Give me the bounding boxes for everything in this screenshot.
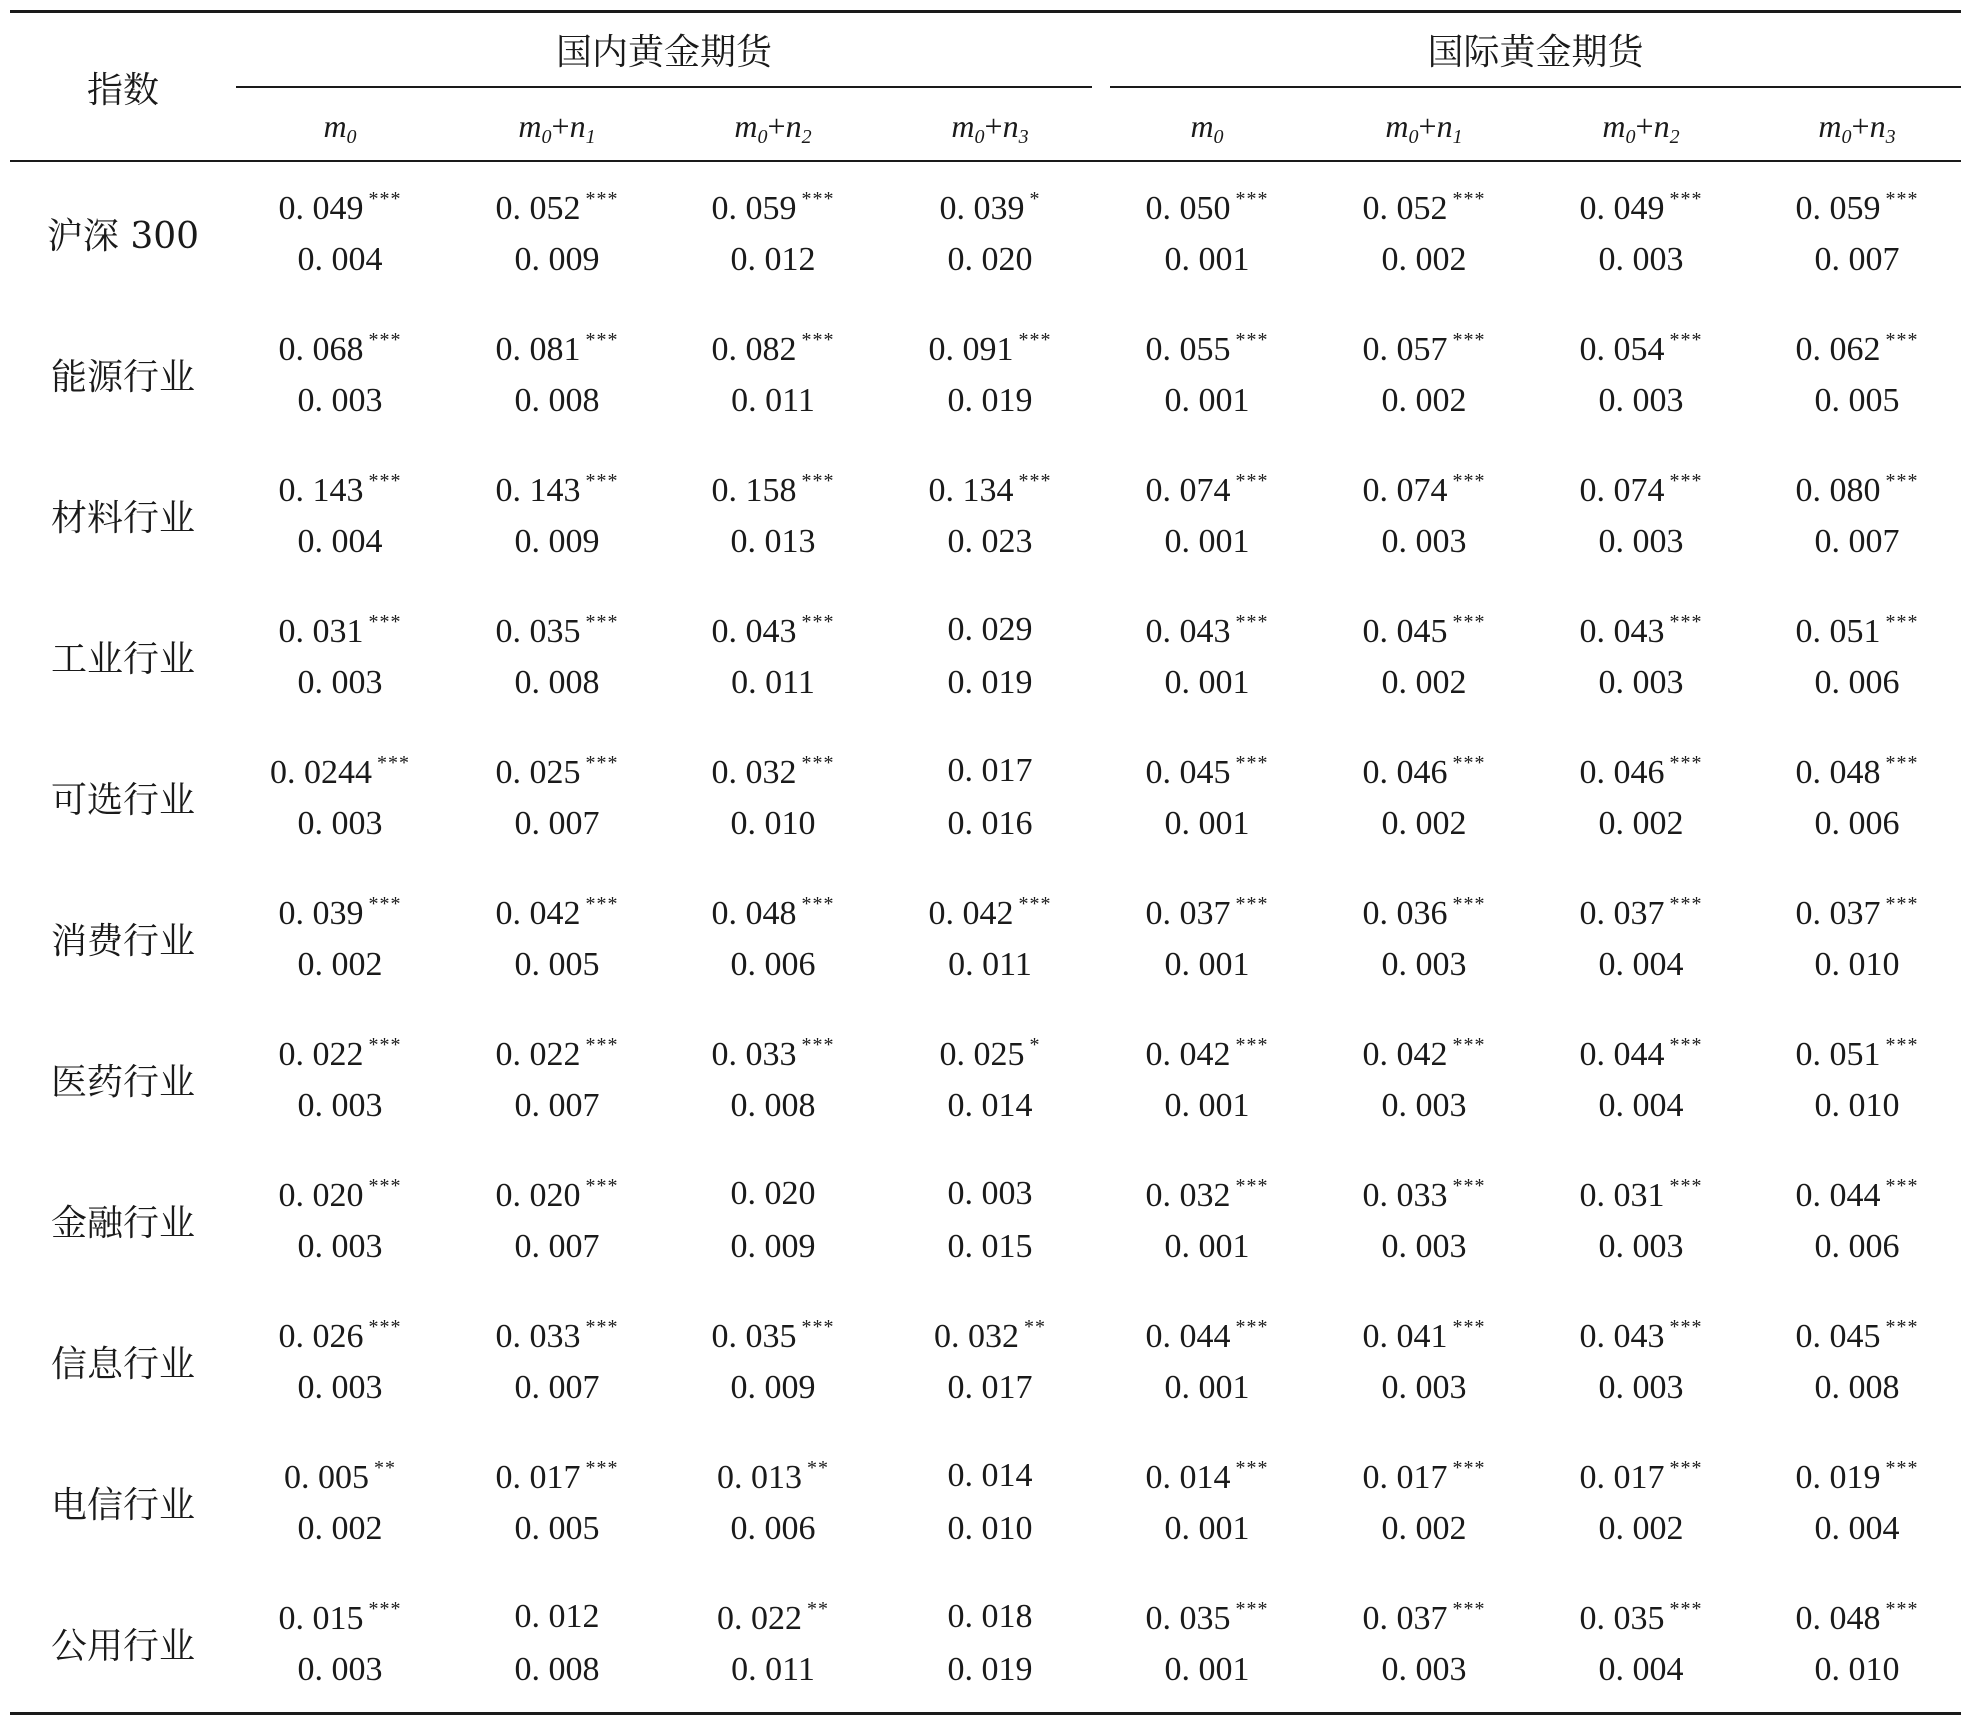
significance-stars: ***	[801, 1316, 835, 1338]
significance-stars: ***	[1452, 752, 1486, 774]
significance-stars: ***	[1669, 893, 1703, 915]
coef-value: 0. 012	[514, 1598, 600, 1635]
significance-stars: ***	[1235, 611, 1269, 633]
std-error: 0. 009	[730, 1228, 816, 1265]
coef-value: 0. 017 ***	[495, 1457, 619, 1496]
coef-value: 0. 074 ***	[1579, 470, 1703, 509]
coef-value: 0. 037 ***	[1145, 893, 1269, 932]
std-error: 0. 013	[730, 523, 816, 560]
significance-stars: ***	[1452, 1457, 1486, 1479]
std-error: 0. 010	[1814, 1087, 1900, 1124]
std-error: 0. 003	[1598, 382, 1684, 419]
coef-value: 0. 035 ***	[1145, 1598, 1269, 1637]
coef-value: 0. 143 ***	[495, 470, 619, 509]
std-error: 0. 010	[947, 1510, 1033, 1547]
subcol-header: $m_0$	[1190, 108, 1224, 148]
coef-value: 0. 042 ***	[1362, 1034, 1486, 1073]
std-error: 0. 003	[1381, 1087, 1467, 1124]
coef-value: 0. 017 ***	[1362, 1457, 1486, 1496]
coef-value: 0. 032 ***	[711, 752, 835, 791]
top-rule	[10, 10, 1961, 13]
std-error: 0. 005	[514, 946, 600, 983]
significance-stars: **	[807, 1598, 829, 1620]
significance-stars: ***	[1235, 1175, 1269, 1197]
significance-stars: ***	[801, 752, 835, 774]
significance-stars: ***	[368, 188, 402, 210]
significance-stars: ***	[1452, 1034, 1486, 1056]
coef-value: 0. 037 ***	[1579, 893, 1703, 932]
std-error: 0. 009	[514, 523, 600, 560]
significance-stars: ***	[368, 893, 402, 915]
std-error: 0. 004	[1598, 1087, 1684, 1124]
significance-stars: **	[807, 1457, 829, 1479]
coef-value: 0. 037 ***	[1795, 893, 1919, 932]
subcol-header: $m_0+n_3$	[951, 108, 1029, 148]
std-error: 0. 001	[1164, 946, 1250, 983]
coef-value: 0. 044 ***	[1795, 1175, 1919, 1214]
coef-value: 0. 043 ***	[1579, 611, 1703, 650]
std-error: 0. 009	[730, 1369, 816, 1406]
significance-stars: **	[374, 1457, 396, 1479]
row-label: 医药行业	[50, 1062, 195, 1103]
std-error: 0. 003	[297, 1228, 383, 1265]
std-error: 0. 008	[730, 1087, 816, 1124]
coef-value: 0. 0244 ***	[270, 752, 410, 791]
coef-value: 0. 033 ***	[711, 1034, 835, 1073]
std-error: 0. 017	[947, 1369, 1033, 1406]
coef-value: 0. 049 ***	[1579, 188, 1703, 227]
std-error: 0. 003	[1598, 241, 1684, 278]
row-label: 材料行业	[50, 498, 195, 539]
std-error: 0. 001	[1164, 664, 1250, 701]
std-error: 0. 001	[1164, 523, 1250, 560]
coef-value: 0. 025 *	[939, 1034, 1041, 1073]
significance-stars: ***	[1235, 470, 1269, 492]
coef-value: 0. 018	[947, 1598, 1033, 1635]
significance-stars: ***	[1235, 329, 1269, 351]
group-header-international: 国际黄金期货	[1427, 32, 1644, 73]
std-error: 0. 003	[297, 664, 383, 701]
coef-value: 0. 020	[730, 1175, 816, 1212]
significance-stars: ***	[368, 329, 402, 351]
std-error: 0. 016	[947, 805, 1033, 842]
std-error: 0. 020	[947, 241, 1033, 278]
subcol-header: $m_0+n_1$	[1385, 108, 1463, 148]
std-error: 0. 005	[1814, 382, 1900, 419]
coef-value: 0. 158 ***	[711, 470, 835, 509]
bottom-rule	[10, 1712, 1961, 1715]
coef-value: 0. 052 ***	[495, 188, 619, 227]
std-error: 0. 007	[514, 1369, 600, 1406]
std-error: 0. 011	[731, 382, 815, 419]
coef-value: 0. 057 ***	[1362, 329, 1486, 368]
significance-stars: **	[1024, 1316, 1046, 1338]
std-error: 0. 001	[1164, 382, 1250, 419]
significance-stars: ***	[1235, 188, 1269, 210]
std-error: 0. 011	[731, 664, 815, 701]
significance-stars: ***	[1669, 1316, 1703, 1338]
subcol-header: $m_0+n_2$	[1602, 108, 1680, 148]
std-error: 0. 003	[297, 1087, 383, 1124]
coef-value: 0. 019 ***	[1795, 1457, 1919, 1496]
coef-value: 0. 074 ***	[1362, 470, 1486, 509]
coef-value: 0. 035 ***	[495, 611, 619, 650]
coef-value: 0. 045 ***	[1795, 1316, 1919, 1355]
coef-value: 0. 029	[947, 611, 1033, 648]
significance-stars: ***	[1885, 188, 1919, 210]
std-error: 0. 011	[948, 946, 1032, 983]
coef-value: 0. 054 ***	[1579, 329, 1703, 368]
coef-value: 0. 022 ***	[495, 1034, 619, 1073]
significance-stars: ***	[1669, 1457, 1703, 1479]
row-label: 信息行业	[50, 1344, 195, 1385]
significance-stars: ***	[585, 893, 619, 915]
std-error: 0. 002	[1598, 1510, 1684, 1547]
std-error: 0. 004	[297, 241, 383, 278]
significance-stars: ***	[368, 1316, 402, 1338]
coef-value: 0. 039 *	[939, 188, 1041, 227]
std-error: 0. 003	[1598, 523, 1684, 560]
coef-value: 0. 032 ***	[1145, 1175, 1269, 1214]
std-error: 0. 001	[1164, 241, 1250, 278]
std-error: 0. 007	[514, 1228, 600, 1265]
coef-value: 0. 032 **	[934, 1316, 1046, 1355]
std-error: 0. 008	[1814, 1369, 1900, 1406]
std-error: 0. 003	[1598, 1228, 1684, 1265]
coef-value: 0. 044 ***	[1145, 1316, 1269, 1355]
significance-stars: ***	[1885, 329, 1919, 351]
row-label: 公用行业	[50, 1626, 195, 1667]
significance-stars: ***	[1452, 1598, 1486, 1620]
significance-stars: ***	[1452, 1316, 1486, 1338]
std-error: 0. 002	[1381, 382, 1467, 419]
significance-stars: ***	[1452, 188, 1486, 210]
coef-value: 0. 039 ***	[278, 893, 402, 932]
group-header-domestic: 国内黄金期货	[555, 32, 772, 73]
coef-value: 0. 020 ***	[495, 1175, 619, 1214]
coef-value: 0. 020 ***	[278, 1175, 402, 1214]
significance-stars: ***	[1452, 611, 1486, 633]
significance-stars: ***	[1235, 752, 1269, 774]
std-error: 0. 003	[1381, 946, 1467, 983]
std-error: 0. 007	[1814, 241, 1900, 278]
significance-stars: ***	[1669, 1175, 1703, 1197]
coef-value: 0. 134 ***	[928, 470, 1052, 509]
significance-stars: ***	[1885, 752, 1919, 774]
std-error: 0. 015	[947, 1228, 1033, 1265]
significance-stars: ***	[585, 1316, 619, 1338]
coef-value: 0. 045 ***	[1362, 611, 1486, 650]
coef-value: 0. 042 ***	[495, 893, 619, 932]
subcol-header: $m_0+n_3$	[1818, 108, 1896, 148]
significance-stars: ***	[1885, 1316, 1919, 1338]
std-error: 0. 002	[1381, 241, 1467, 278]
coef-value: 0. 031 ***	[278, 611, 402, 650]
row-label: 能源行业	[50, 357, 195, 398]
significance-stars: ***	[585, 1457, 619, 1479]
significance-stars: ***	[801, 611, 835, 633]
std-error: 0. 006	[1814, 664, 1900, 701]
significance-stars: ***	[368, 1598, 402, 1620]
std-error: 0. 003	[1598, 664, 1684, 701]
coef-value: 0. 043 ***	[711, 611, 835, 650]
row-label: 金融行业	[50, 1203, 195, 1244]
std-error: 0. 001	[1164, 1651, 1250, 1688]
significance-stars: ***	[1669, 470, 1703, 492]
coef-value: 0. 050 ***	[1145, 188, 1269, 227]
std-error: 0. 005	[514, 1510, 600, 1547]
coef-value: 0. 043 ***	[1579, 1316, 1703, 1355]
std-error: 0. 001	[1164, 1510, 1250, 1547]
significance-stars: ***	[368, 1034, 402, 1056]
significance-stars: ***	[1885, 893, 1919, 915]
international-group-rule	[1110, 86, 1961, 88]
subcol-header: $m_0$	[323, 108, 357, 148]
coef-value: 0. 059 ***	[1795, 188, 1919, 227]
row-label: 消费行业	[50, 921, 195, 962]
coef-value: 0. 036 ***	[1362, 893, 1486, 932]
coef-value: 0. 068 ***	[278, 329, 402, 368]
std-error: 0. 008	[514, 382, 600, 419]
coef-value: 0. 022 ***	[278, 1034, 402, 1073]
significance-stars: ***	[1669, 329, 1703, 351]
std-error: 0. 003	[1381, 1369, 1467, 1406]
coef-value: 0. 051 ***	[1795, 1034, 1919, 1073]
significance-stars: ***	[368, 1175, 402, 1197]
std-error: 0. 002	[1381, 1510, 1467, 1547]
row-label: 电信行业	[50, 1485, 195, 1526]
coef-value: 0. 041 ***	[1362, 1316, 1486, 1355]
std-error: 0. 003	[297, 1369, 383, 1406]
coef-value: 0. 031 ***	[1579, 1175, 1703, 1214]
significance-stars: ***	[1669, 611, 1703, 633]
std-error: 0. 012	[730, 241, 816, 278]
significance-stars: ***	[1885, 611, 1919, 633]
std-error: 0. 007	[514, 805, 600, 842]
std-error: 0. 003	[297, 1651, 383, 1688]
std-error: 0. 003	[297, 382, 383, 419]
std-error: 0. 003	[297, 805, 383, 842]
coef-value: 0. 143 ***	[278, 470, 402, 509]
significance-stars: ***	[585, 1034, 619, 1056]
coef-value: 0. 026 ***	[278, 1316, 402, 1355]
coef-value: 0. 051 ***	[1795, 611, 1919, 650]
std-error: 0. 010	[730, 805, 816, 842]
significance-stars: ***	[801, 893, 835, 915]
coef-value: 0. 042 ***	[1145, 1034, 1269, 1073]
significance-stars: ***	[585, 752, 619, 774]
coef-value: 0. 046 ***	[1362, 752, 1486, 791]
std-error: 0. 004	[1598, 1651, 1684, 1688]
coef-value: 0. 091 ***	[928, 329, 1052, 368]
coef-value: 0. 025 ***	[495, 752, 619, 791]
std-error: 0. 003	[1381, 1651, 1467, 1688]
std-error: 0. 001	[1164, 1087, 1250, 1124]
coef-value: 0. 017 ***	[1579, 1457, 1703, 1496]
coef-value: 0. 043 ***	[1145, 611, 1269, 650]
std-error: 0. 008	[514, 664, 600, 701]
significance-stars: *	[1029, 1034, 1041, 1056]
std-error: 0. 002	[297, 1510, 383, 1547]
subcol-header: $m_0+n_2$	[734, 108, 812, 148]
coef-value: 0. 035 ***	[711, 1316, 835, 1355]
coef-value: 0. 049 ***	[278, 188, 402, 227]
domestic-group-rule	[236, 86, 1092, 88]
coef-value: 0. 033 ***	[495, 1316, 619, 1355]
std-error: 0. 002	[1381, 664, 1467, 701]
std-error: 0. 003	[1381, 1228, 1467, 1265]
coef-value: 0. 014 ***	[1145, 1457, 1269, 1496]
significance-stars: ***	[1018, 893, 1052, 915]
std-error: 0. 007	[514, 1087, 600, 1124]
header-bottom-rule	[10, 160, 1961, 162]
coef-value: 0. 013 **	[717, 1457, 829, 1496]
significance-stars: ***	[368, 470, 402, 492]
coef-value: 0. 048 ***	[1795, 752, 1919, 791]
significance-stars: ***	[368, 611, 402, 633]
std-error: 0. 004	[1598, 946, 1684, 983]
std-error: 0. 003	[1381, 523, 1467, 560]
significance-stars: ***	[585, 470, 619, 492]
coef-value: 0. 045 ***	[1145, 752, 1269, 791]
std-error: 0. 002	[1381, 805, 1467, 842]
coef-value: 0. 005 **	[284, 1457, 396, 1496]
significance-stars: ***	[801, 188, 835, 210]
coef-value: 0. 044 ***	[1579, 1034, 1703, 1073]
significance-stars: ***	[1235, 1316, 1269, 1338]
significance-stars: ***	[1885, 1034, 1919, 1056]
std-error: 0. 001	[1164, 1369, 1250, 1406]
significance-stars: ***	[1885, 1598, 1919, 1620]
significance-stars: ***	[585, 329, 619, 351]
std-error: 0. 010	[1814, 1651, 1900, 1688]
subcol-header: $m_0+n_1$	[518, 108, 596, 148]
std-error: 0. 006	[1814, 805, 1900, 842]
std-error: 0. 011	[731, 1651, 815, 1688]
std-error: 0. 007	[1814, 523, 1900, 560]
coef-value: 0. 037 ***	[1362, 1598, 1486, 1637]
std-error: 0. 002	[1598, 805, 1684, 842]
std-error: 0. 003	[1598, 1369, 1684, 1406]
coef-value: 0. 082 ***	[711, 329, 835, 368]
significance-stars: ***	[1235, 1598, 1269, 1620]
std-error: 0. 001	[1164, 805, 1250, 842]
significance-stars: ***	[801, 329, 835, 351]
coef-value: 0. 003	[947, 1175, 1033, 1212]
row-label: 沪深 300	[46, 216, 200, 257]
significance-stars: ***	[1235, 1457, 1269, 1479]
significance-stars: ***	[585, 188, 619, 210]
significance-stars: ***	[1235, 1034, 1269, 1056]
significance-stars: ***	[1452, 470, 1486, 492]
coef-value: 0. 048 ***	[711, 893, 835, 932]
significance-stars: ***	[1018, 470, 1052, 492]
significance-stars: *	[1029, 188, 1041, 210]
significance-stars: ***	[1885, 1457, 1919, 1479]
coef-value: 0. 081 ***	[495, 329, 619, 368]
significance-stars: ***	[1452, 1175, 1486, 1197]
std-error: 0. 002	[297, 946, 383, 983]
coef-value: 0. 035 ***	[1579, 1598, 1703, 1637]
std-error: 0. 006	[730, 1510, 816, 1547]
row-label: 可选行业	[50, 780, 195, 821]
significance-stars: ***	[1018, 329, 1052, 351]
std-error: 0. 023	[947, 523, 1033, 560]
std-error: 0. 006	[730, 946, 816, 983]
coef-value: 0. 042 ***	[928, 893, 1052, 932]
coef-value: 0. 015 ***	[278, 1598, 402, 1637]
coef-value: 0. 022 **	[717, 1598, 829, 1637]
significance-stars: ***	[1669, 188, 1703, 210]
significance-stars: ***	[1452, 329, 1486, 351]
row-header-label: 指数	[86, 70, 159, 111]
std-error: 0. 004	[1814, 1510, 1900, 1547]
significance-stars: ***	[1885, 470, 1919, 492]
std-error: 0. 019	[947, 1651, 1033, 1688]
coef-value: 0. 046 ***	[1579, 752, 1703, 791]
coef-value: 0. 062 ***	[1795, 329, 1919, 368]
std-error: 0. 009	[514, 241, 600, 278]
std-error: 0. 004	[297, 523, 383, 560]
coef-value: 0. 017	[947, 752, 1033, 789]
coef-value: 0. 052 ***	[1362, 188, 1486, 227]
significance-stars: ***	[1452, 893, 1486, 915]
coef-value: 0. 080 ***	[1795, 470, 1919, 509]
coef-value: 0. 074 ***	[1145, 470, 1269, 509]
std-error: 0. 014	[947, 1087, 1033, 1124]
coef-value: 0. 055 ***	[1145, 329, 1269, 368]
significance-stars: ***	[1885, 1175, 1919, 1197]
std-error: 0. 019	[947, 382, 1033, 419]
coef-value: 0. 048 ***	[1795, 1598, 1919, 1637]
significance-stars: ***	[1669, 752, 1703, 774]
coef-value: 0. 014	[947, 1457, 1033, 1494]
std-error: 0. 010	[1814, 946, 1900, 983]
coef-value: 0. 033 ***	[1362, 1175, 1486, 1214]
significance-stars: ***	[801, 470, 835, 492]
significance-stars: ***	[801, 1034, 835, 1056]
significance-stars: ***	[377, 752, 410, 774]
significance-stars: ***	[1669, 1034, 1703, 1056]
std-error: 0. 001	[1164, 1228, 1250, 1265]
row-label: 工业行业	[50, 639, 195, 680]
std-error: 0. 008	[514, 1651, 600, 1688]
significance-stars: ***	[585, 1175, 619, 1197]
significance-stars: ***	[1669, 1598, 1703, 1620]
significance-stars: ***	[585, 611, 619, 633]
significance-stars: ***	[1235, 893, 1269, 915]
coef-value: 0. 059 ***	[711, 188, 835, 227]
std-error: 0. 006	[1814, 1228, 1900, 1265]
std-error: 0. 019	[947, 664, 1033, 701]
